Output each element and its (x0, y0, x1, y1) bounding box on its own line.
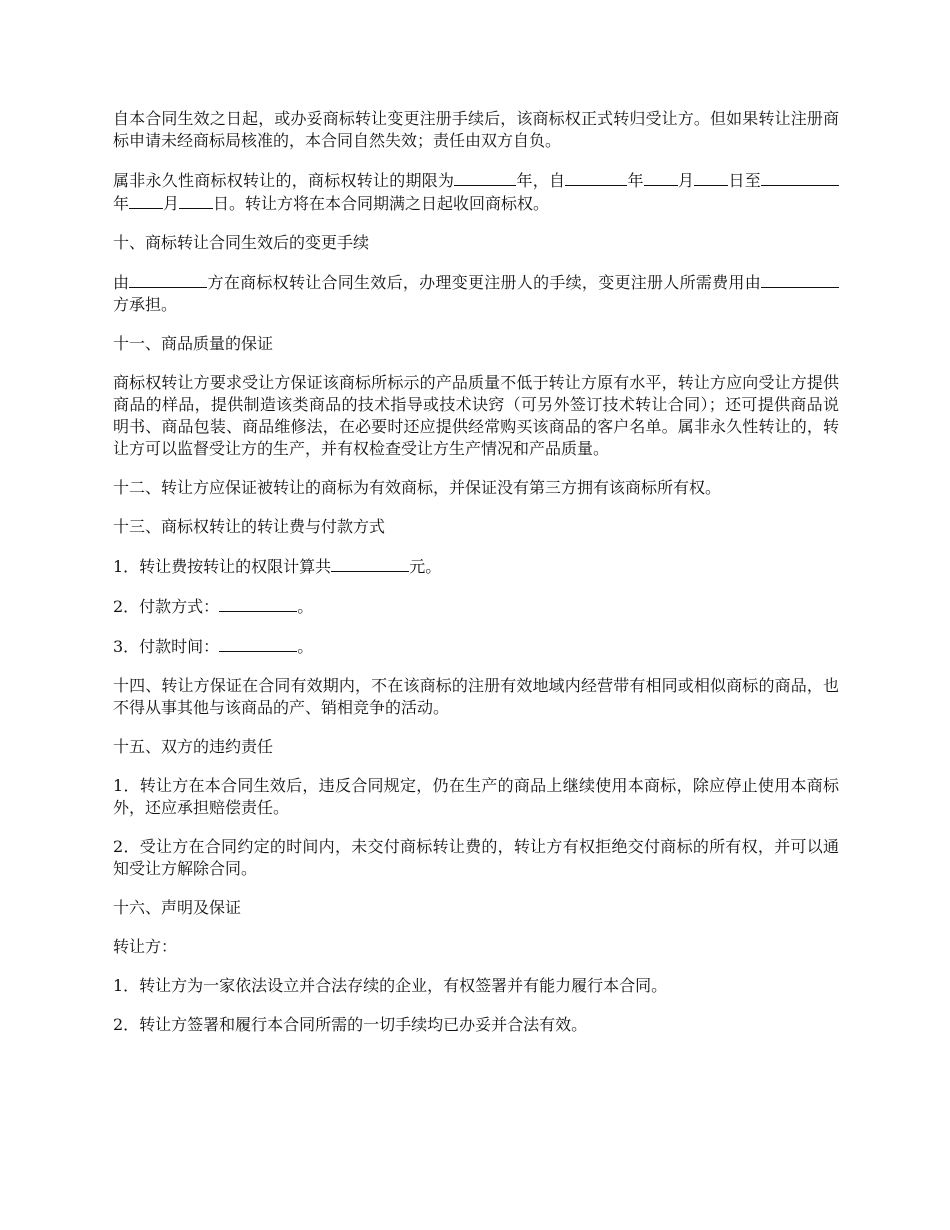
heading-section-12: 十二、转让方应保证被转让的商标为有效商标，并保证没有第三方拥有该商标所有权。 (113, 478, 722, 497)
term-text-3: 年 (627, 171, 644, 190)
change-text-2: 方在商标权转让合同生效后，办理变更注册人的手续，变更注册人所需费用由 (207, 273, 761, 292)
method-text-2: 。 (297, 597, 314, 616)
blank-payment-time[interactable] (219, 635, 297, 652)
blank-start-year[interactable] (565, 169, 627, 186)
method-text-1: 2．付款方式： (113, 597, 220, 616)
blank-handling-party[interactable] (129, 271, 207, 288)
term-text-7: 月 (163, 194, 180, 213)
fee-text-1: 1．转让费按转让的权限计算共 (113, 557, 332, 576)
paragraph-transfer-fee (113, 555, 839, 578)
blank-start-month[interactable] (644, 169, 678, 186)
paragraph-quality-guarantee: 商标权转让方要求受让方保证该商标所标示的产品质量不低于转让方原有水平，转让方应向受让方提供商品的样品，提供制造该类商品的技术指导或技术诀窍（可另外签订技术转让合同）；还可提供商品说明书、商品包装、商品维修法，在必要时还应提供经常购买该商品的客户名单。属非永久性转让的，转让方可以监督受让方的生产，并有权检查受让方生产情况和产品质量。 (113, 373, 839, 458)
change-text-1: 由 (113, 273, 130, 292)
paragraph-payment-method (113, 595, 839, 618)
paragraph-registration-change (113, 271, 839, 316)
heading-section-10: 十、商标转让合同生效后的变更手续 (113, 233, 370, 252)
term-text-2: 年，自 (516, 171, 566, 190)
blank-start-day[interactable] (694, 169, 728, 186)
heading-section-11: 十一、商品质量的保证 (113, 334, 274, 353)
blank-payment-method[interactable] (219, 595, 297, 612)
blank-end-year[interactable] (761, 169, 839, 186)
term-text-6: 年 (113, 194, 130, 213)
document-page (113, 108, 839, 1053)
paragraph-warranty-2: 2．转让方签署和履行本合同所需的一切手续均已办妥并合法有效。 (113, 1015, 588, 1034)
term-text-8: 日。转让方将在本合同期满之日起收回商标权。 (213, 194, 550, 213)
heading-section-13: 十三、商标权转让的转让费与付款方式 (113, 517, 386, 536)
paragraph-payment-time (113, 635, 839, 658)
time-text-1: 3．付款时间： (113, 637, 220, 656)
heading-section-16: 十六、声明及保证 (113, 898, 242, 917)
term-text-4: 月 (677, 171, 695, 190)
fee-text-2: 元。 (409, 557, 442, 576)
term-text-5: 日至 (728, 171, 761, 190)
blank-fee-party[interactable] (761, 271, 839, 288)
time-text-2: 。 (297, 637, 314, 656)
paragraph-transferor-label: 转让方： (113, 937, 178, 956)
paragraph-warranty-1: 1．转让方为一家依法设立并合法存续的企业，有权签署并有能力履行本合同。 (113, 976, 668, 995)
heading-section-15: 十五、双方的违约责任 (113, 737, 274, 756)
blank-end-month[interactable] (129, 192, 163, 209)
change-text-3: 方承担。 (113, 295, 178, 314)
blank-fee-amount[interactable] (331, 555, 409, 572)
blank-years[interactable] (454, 169, 516, 186)
paragraph-transfer-term (113, 169, 839, 215)
paragraph-breach-transferee: 2．受让方在合同约定的时间内，未交付商标转让费的，转让方有权拒绝交付商标的所有权，并可以通知受让方解除合同。 (113, 837, 839, 878)
term-text-1: 属非永久性商标权转让的，商标权转让的期限为 (113, 171, 455, 190)
heading-section-14: 十四、转让方保证在合同有效期内，不在该商标的注册有效地域内经营带有相同或相似商标的商品，也不得从事其他与该商品的产、销相竞争的活动。 (113, 676, 839, 717)
paragraph-effective-date: 自本合同生效之日起，或办妥商标转让变更注册手续后，该商标权正式转归受让方。但如果转让注册商标申请未经商标局核准的，本合同自然失效；责任由双方自负。 (113, 109, 839, 150)
paragraph-breach-transferor: 1．转让方在本合同生效后，违反合同规定，仍在生产的商品上继续使用本商标，除应停止使用本商标外，还应承担赔偿责任。 (113, 776, 839, 817)
blank-end-day[interactable] (179, 192, 213, 209)
